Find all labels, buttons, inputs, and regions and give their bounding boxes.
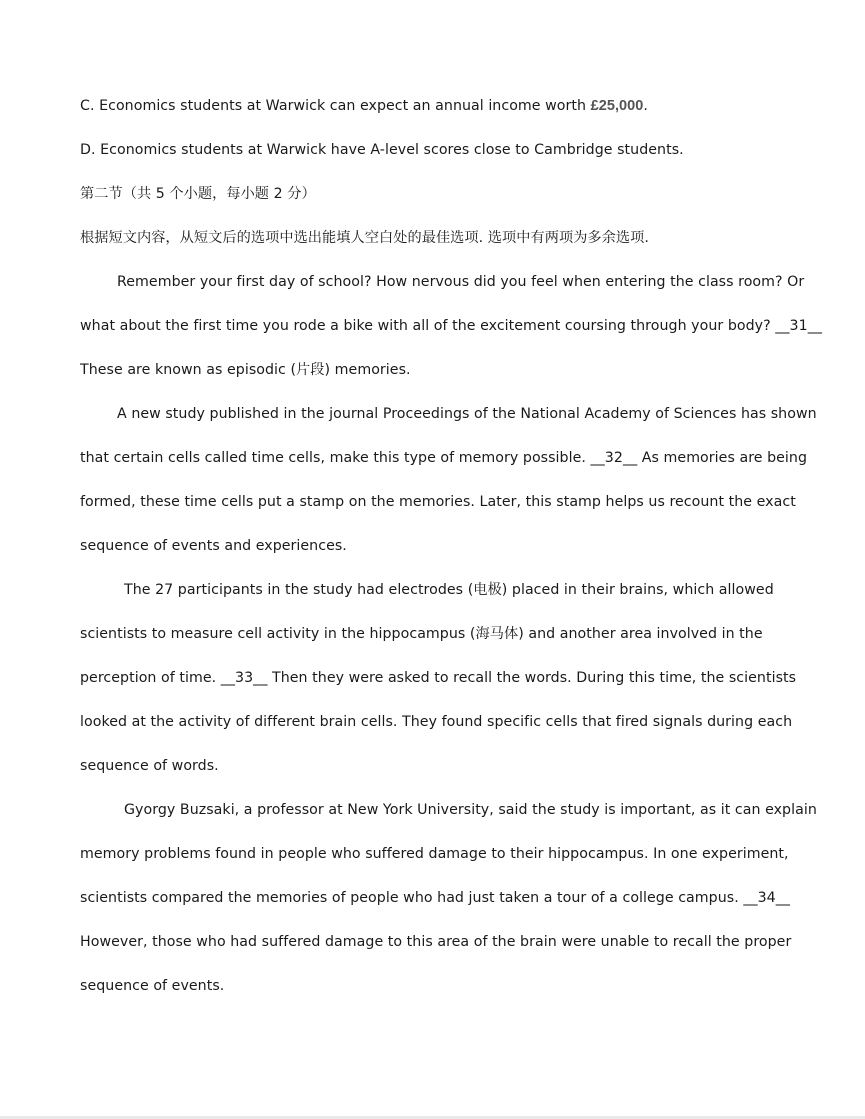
passage-p3-line-5: sequence of words. [80,758,219,774]
option-c [80,84,780,128]
option-c-amount: £25,000 [590,98,644,114]
option-d: D. Economics students at Warwick have A-level scores close to Cambridge students. [80,142,684,158]
passage-p4-line-5: sequence of events. [80,978,225,994]
passage-p1-line-3: These are known as episodic (片段) memories. [80,362,411,378]
document-page [80,84,822,1008]
passage-p3-line-3: perception of time. __33__ Then they were asked to recall the words. During this time, the scientists [80,670,797,686]
option-c-suffix: . [643,98,648,114]
passage-p4-line-1: Gyorgy Buzsaki, a professor at New York University, said the study is important, as it can explain [124,802,817,818]
passage-p3-line-2: scientists to measure cell activity in the hippocampus (海马体) and another area involved in the [80,626,763,642]
passage-p4-line-3: scientists compared the memories of people who had just taken a tour of a college campus. __34__ [80,890,791,906]
passage-p2-line-4: sequence of events and experiences. [80,538,347,554]
section-instruction: 根据短文内容，从短文后的选项中选出能填人空白处的最佳选项. 选项中有两项为多余选项. [80,230,649,246]
passage-p3-line-1: The 27 participants in the study had electrodes (电极) placed in their brains, which allowed [124,582,774,598]
passage-p4-line-2: memory problems found in people who suffered damage to their hippocampus. In one experiment, [80,846,789,862]
passage-p2-line-3: formed, these time cells put a stamp on the memories. Later, this stamp helps us recount the exact [80,494,796,510]
passage-p1-line-2: what about the first time you rode a bike with all of the excitement coursing through your body? __31__ [80,318,822,334]
passage-p1-line-1: Remember your first day of school? How nervous did you feel when entering the class room? Or [117,274,805,290]
passage-p4-line-4: However, those who had suffered damage to this area of the brain were unable to recall the proper [80,934,792,950]
passage-p2-line-2: that certain cells called time cells, make this type of memory possible. __32__ As memories are being [80,450,808,466]
passage-p3-line-4: looked at the activity of different brain cells. They found specific cells that fired signals during each [80,714,793,730]
passage-p2-line-1: A new study published in the journal Proceedings of the National Academy of Sciences has shown [117,406,817,422]
option-c-text: C. Economics students at Warwick can expect an annual income worth [80,98,591,114]
section-heading: 第二节（共 5 个小题，每小题 2 分） [80,186,316,202]
